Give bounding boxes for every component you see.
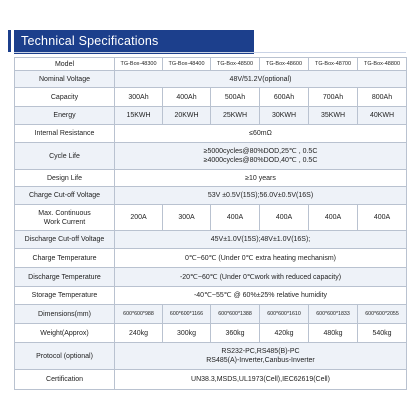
value-cell: 400A [358,205,407,231]
value-cell: 600*600*1388 [211,305,260,324]
row-label: Internal Resistance [15,125,115,143]
model-cell: TG-Box-48700 [309,58,358,71]
value-cell: 0℃~60℃ (Under 0℃ extra heating mechanism) [115,249,407,268]
row-label: Design Life [15,170,115,187]
row-label: Nominal Voltage [15,71,115,88]
label-line: Work Current [43,218,86,226]
row-certification [15,370,407,390]
value-cell: 600*600*1166 [163,305,211,324]
spec-table [14,57,407,390]
value-cell: 240kg [115,324,163,343]
value-cell: 400A [260,205,309,231]
value-cell: 600*600*2055 [358,305,407,324]
row-charge-temperature [15,249,407,268]
value-cell: 360kg [211,324,260,343]
row-label: Cycle Life [15,143,115,170]
value-cell: 420kg [260,324,309,343]
value-line: ≥5000cycles@80%DOD,25℃ , 0.5C [203,148,318,155]
row-max-current [15,205,407,231]
value-cell [115,143,407,170]
value-line: RS232-PC,RS485(B)-PC [221,348,300,355]
value-cell: 400Ah [163,88,211,107]
value-cell: 600*600*1610 [260,305,309,324]
model-cell: TG-Box-48600 [260,58,309,71]
value-line: ≥4000cycles@80%DOD,40℃ , 0.5C [203,157,318,164]
value-cell: 53V ±0.5V(15S);56.0V±0.5V(16S) [115,187,407,205]
value-cell: 540kg [358,324,407,343]
model-cell: TG-Box-48800 [358,58,407,71]
row-discharge-temperature [15,268,407,287]
row-label: Energy [15,107,115,125]
model-cell: TG-Box-48500 [211,58,260,71]
value-cell: 700Ah [309,88,358,107]
row-internal-resistance [15,125,407,143]
row-label: Charge Cut-off Voltage [15,187,115,205]
row-label: Model [15,58,115,71]
value-cell: 300kg [163,324,211,343]
row-energy [15,107,407,125]
label-line: Max. Continuous [38,209,91,217]
value-cell: 300Ah [115,88,163,107]
row-label: Storage Temperature [15,287,115,305]
value-cell: 15KWH [115,107,163,125]
row-charge-cutoff [15,187,407,205]
row-label: Protocol (optional) [15,343,115,370]
row-label [15,205,115,231]
value-cell: 40KWH [358,107,407,125]
value-cell: 48V/51.2V(optional) [115,71,407,88]
value-cell: 600Ah [260,88,309,107]
row-discharge-cutoff [15,231,407,249]
row-label: Dimensions(mm) [15,305,115,324]
value-line: RS485(A)-Inverter,Canbus-Inverter [206,357,315,364]
value-cell: 45V±1.0V(15S);48V±1.0V(16S); [115,231,407,249]
value-cell [115,343,407,370]
value-cell: 30KWH [260,107,309,125]
value-cell: UN38.3,MSDS,UL1973(Cell),IEC62619(Cell) [115,370,407,390]
row-dimensions [15,305,407,324]
value-cell: -40℃~55℃ @ 60%±25% relative humidity [115,287,407,305]
row-label: Certification [15,370,115,390]
value-cell: 25KWH [211,107,260,125]
value-cell: 35KWH [309,107,358,125]
row-label: Charge Temperature [15,249,115,268]
row-protocol [15,343,407,370]
row-label: Weight(Approx) [15,324,115,343]
row-label: Discharge Cut-off Voltage [15,231,115,249]
row-weight [15,324,407,343]
section-title: Technical Specifications [21,34,159,48]
row-label: Discharge Temperature [15,268,115,287]
model-cell: TG-Box-48300 [115,58,163,71]
value-cell: 400A [309,205,358,231]
title-divider [14,52,406,53]
row-nominal-voltage [15,71,407,88]
value-cell: ≤60mΩ [115,125,407,143]
value-cell: 500Ah [211,88,260,107]
row-capacity [15,88,407,107]
model-cell: TG-Box-48400 [163,58,211,71]
value-cell: 600*600*1833 [309,305,358,324]
row-model [15,58,407,71]
row-storage-temperature [15,287,407,305]
value-cell: -20℃~60℃ (Under 0℃work with reduced capacity) [115,268,407,287]
row-design-life [15,170,407,187]
value-cell: 300A [163,205,211,231]
value-cell: 200A [115,205,163,231]
section-title-band [14,30,254,54]
value-cell: ≥10 years [115,170,407,187]
value-cell: 800Ah [358,88,407,107]
value-cell: 600*600*988 [115,305,163,324]
value-cell: 20KWH [163,107,211,125]
row-cycle-life [15,143,407,170]
value-cell: 480kg [309,324,358,343]
row-label: Capacity [15,88,115,107]
value-cell: 400A [211,205,260,231]
